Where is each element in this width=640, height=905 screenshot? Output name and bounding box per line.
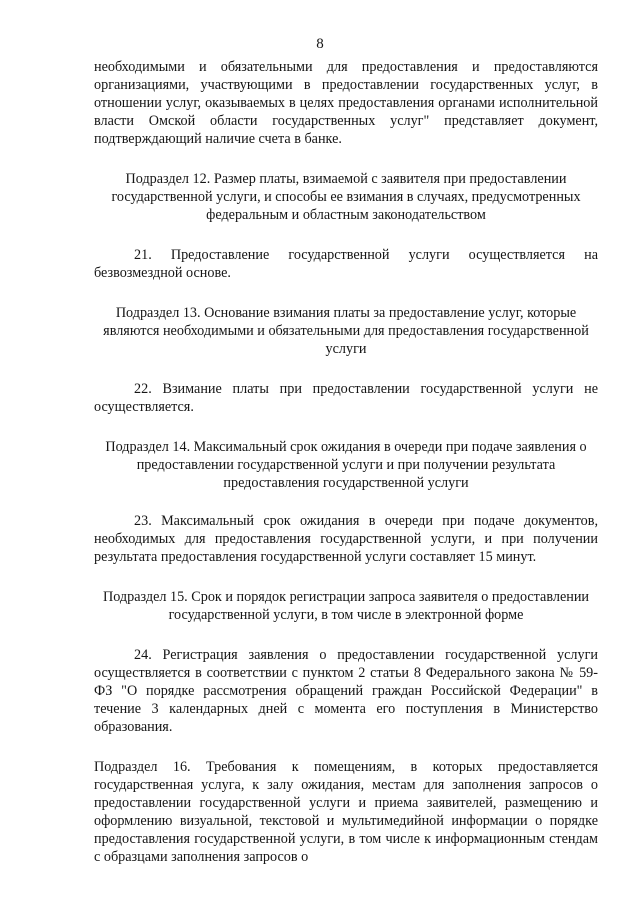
section-heading-14: Подраздел 14. Максимальный срок ожидания в очереди при подаче заявления о предоставлении государственной услуги и при получении результата предоставления государственной услуги [105, 439, 587, 491]
paragraph-24: 24. Регистрация заявления о предоставлении государственной услуги осуществляется в соответствии с пунктом 2 статьи 8 Федерального закона № 59-ФЗ "О порядке рассмотрения обращений граждан Российской Федерации" в течение 3 календарных дней с момента его поступления в Министерство образования. [94, 647, 598, 735]
section-heading-12: Подраздел 12. Размер платы, взимаемой с заявителя при предоставлении государственной услуги, и способы ее взимания в случаях, предусмотренных федеральным и областным законодательством [111, 171, 581, 223]
page-number: 8 [316, 36, 324, 52]
document-body [94, 58, 598, 866]
section-heading-13: Подраздел 13. Основание взимания платы за предоставление услуг, которые являются необходимыми и обязательными для предоставления государственной услуги [103, 305, 589, 357]
section-heading-15: Подраздел 15. Срок и порядок регистрации запроса заявителя о предоставлении государственной услуги, в том числе в электронной форме [102, 589, 590, 623]
paragraph-23: 23. Максимальный срок ожидания в очереди при подаче документов, необходимых для предоставления государственной услуги, и при получении результата предоставления государственной услуги составляет 15 минут. [94, 513, 598, 565]
paragraph-22: 22. Взимание платы при предоставлении государственной услуги не осуществляется. [94, 381, 598, 415]
paragraph-21: 21. Предоставление государственной услуги осуществляется на безвозмездной основе. [94, 247, 598, 281]
section-heading-16: Подраздел 16. Требования к помещениям, в которых предоставляется государственная услуга, к залу ожидания, местам для заполнения запросов о предоставлении государственной услуги и приема заявителей, размещению и оформлению визуальной, текстовой и мультимедийной информации о порядке предоставления государственной услуги, в том числе к информационным стендам с образцами заполнения запросов о [94, 759, 598, 865]
paragraph-continuation: необходимыми и обязательными для предоставления и предоставляются организациями, участвующими в предоставлении государственных услуг, в отношении услуг, оказываемых в целях предоставления органами исполнительной власти Омской области государственных услуг" представляет документ, подтверждающий наличие счета в банке. [94, 59, 598, 147]
